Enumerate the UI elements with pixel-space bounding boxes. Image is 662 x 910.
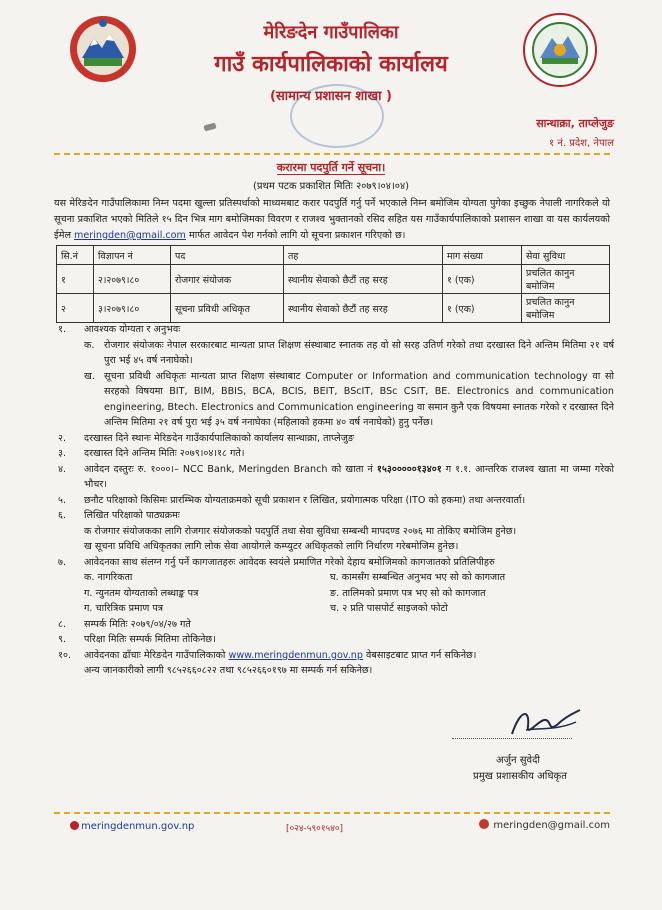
cell-count: १ (एक) <box>443 294 522 323</box>
cell-level: स्थानीय सेवाको छैटौं तह सरह <box>284 294 443 323</box>
intro-paragraph: यस मेरिङदेन गाउँपालिकामा निम्न पदमा खुल्ला प्रतिस्पर्धाको माध्यमबाट करार पदपुर्ति गर्नु पर्ने भएकाले निम्न बमोजिम योग्यता पुगेका इच्छुक नेपाली नागरिकले यो सूचना प्रकाशित भएको मितिले १५ दिन भित्र माग बमोजिमका विवरण र राजश्व भुक्तानको रसिद सहित यस गाउँकार्यपालिकाको प्रशासन शाखा वा यस कार्यलयको ईमेल meringden@gmail.com मार्फत आवेदन पेश गर्नको लागि यो सूचना प्रकाशन गरिएको छ। <box>54 198 610 241</box>
cell-level: स्थानीय सेवाको छैटौं तह सरह <box>284 265 443 294</box>
cell-count: १ (एक) <box>443 265 522 294</box>
list-item: ६. लिखित परिक्षाको पाठ्यक्रमः <box>58 510 180 521</box>
footer-phone: [०२४-५९०१५४०] <box>286 824 344 834</box>
list-subitem: ख सूचना प्रविधि अधिकृतका लागि लोक सेवा आयोगले कम्प्युटर अधिकृतको लागि निर्धारण गरेबमोजिम हुनेछ। <box>84 541 459 552</box>
col-header-sn: सि.नं <box>57 246 94 265</box>
table-header-row <box>57 246 610 265</box>
col-header-benefits: सेवा सुविधा <box>522 246 610 265</box>
col-header-count: माग संख्या <box>443 246 522 265</box>
cell-ad-no: २।२०७९।८० <box>94 265 171 294</box>
list-subitem: ख. सूचना प्रविधी अधिकृतः मान्यता प्राप्त शिक्षण संस्थाबाट Computer or Information and communication technology वा सो सरहको विषयमा BIT, BIM, BBIS, BCA, BCIS, BEIT, BScIT, BSc CSIT, BE. Electronics and communication engineering, Btech. Electronics and Communication engineering वा समान कुनै एक विषयमा स्नातक गरेको र दरखास्त दिने अन्तिम मितिमा २१ वर्ष पुरा भई ३५ वर्ष ननाघेका (महिलाको हकमा ४० वर्ष ननाघेको) हुनु पर्नेछ। <box>84 370 614 428</box>
required-documents <box>58 570 614 617</box>
list-item: ४. आवेदन दस्तुरः रु. १०००।– NCC Bank, Meringden Branch को खाता नं १५३०००००१३४०१ ग १.१. आन्तरिक राजश्व खाता मा जम्मा गरेको भौचर। <box>58 463 614 490</box>
col-header-ad-no: विज्ञापन नं <box>94 246 171 265</box>
list-item: ५. छनौट परिक्षाको किसिमः प्रारम्भिक योग्यताक्रमको सूची प्रकाशन र लिखित, प्रयोगात्मक परिक्षा (ITO को हकमा) तथा अन्तरवार्ता। <box>58 494 526 506</box>
cell-ad-no: ३।२०७९।८० <box>94 294 171 323</box>
list-item: २. दरखास्त दिने स्थानः मेरिङदेन गाउँकार्यपालिकाको कार्यालय सान्थाक्रा, ताप्लेजुङ <box>58 432 354 444</box>
document-item: ग. न्युनतम योग्यताको लब्धाङ्क पत्र <box>84 587 199 599</box>
col-header-level: तह <box>284 246 443 265</box>
col-header-post: पद <box>171 246 284 265</box>
requirements-list <box>58 322 614 679</box>
document-item: च. २ प्रति पासपोर्ट साइजको फोटो <box>330 603 448 614</box>
list-item: १. आवश्यक योग्यता र अनुभवः <box>58 324 181 335</box>
signatory-name: अर्जुन सुवेदी <box>495 755 540 766</box>
list-item: ८. सम्पर्क मितिः २०७९/०४/२७ गते <box>58 618 191 630</box>
footer-website[interactable]: meringdenmun.gov.np <box>70 821 194 832</box>
signatory-title: प्रमुख प्रशासकीय अधिकृत <box>473 771 567 782</box>
section-name: (सामान्य प्रशासन शाखा ) <box>270 89 392 104</box>
list-item: १०. आवेदनका ढाँचाः मेरिङदेन गाउँपालिकाको www.meringdenmun.gov.np वेबसाइटबाट प्राप्त गर्न सकिनेछ। <box>58 649 477 661</box>
notice-title: करारमा पदपुर्ति गर्ने सूचना। <box>276 161 386 174</box>
cell-post: सूचना प्रविधी अधिकृत <box>171 294 284 323</box>
office-stamp-mark <box>290 84 384 148</box>
document-item: ग. चारित्रिक प्रमाण पत्र <box>84 603 164 614</box>
document-item: घ. कामसँग सम्बन्धित अनुभव भए सो को कागजात <box>330 572 506 583</box>
mail-icon <box>479 819 489 829</box>
office-name: गाउँ कार्यपालिकाको कार्यालय <box>214 52 448 77</box>
globe-icon <box>70 821 79 830</box>
document-item: क. नागरिकता <box>84 572 133 583</box>
list-subitem: क रोजगार संयोजकका लागि रोजगार संयोजकको पदपुर्ति तथा सेवा सुविधा सम्बन्धी मापदण्ड २०७६ मा तोकिए बमोजिम हुनेछ। <box>84 525 517 537</box>
table-row <box>57 294 610 323</box>
footer-divider <box>54 812 610 814</box>
staple-mark <box>203 123 216 132</box>
vacancy-table <box>56 245 610 323</box>
address-line-1: सान्थाक्रा, ताप्लेजुङ <box>536 117 614 130</box>
municipality-name: मेरिङदेन गाउँपालिका <box>263 22 399 43</box>
footer-email[interactable]: meringden@gmail.com <box>479 819 610 831</box>
cell-benefits: प्रचलित कानुन बमोजिम <box>522 294 610 323</box>
list-subitem: क. रोजगार संयोजकः नेपाल सरकारबाट मान्यता प्राप्त शिक्षण संस्थाबाट स्नातक तह वो सो सरह उतिर्ण गरेको तथा दरखास्त दिने अन्तिम मितिमा २१ वर्ष पुरा भई ४५ वर्ष ननाघेको। <box>84 339 614 366</box>
bank-account-number: १५३०००००१३४०१ <box>376 463 442 475</box>
notice-subtitle: (प्रथम पटक प्रकाशित मितिः २०७९।०४।०४) <box>252 181 410 192</box>
cell-sn: १ <box>57 265 94 294</box>
cell-benefits: प्रचलित कानुन बमोजिम <box>522 265 610 294</box>
cell-sn: २ <box>57 294 94 323</box>
list-item: ९. परिक्षा मितिः सम्पर्क मितिमा तोकिनेछ। <box>58 634 216 645</box>
table-row <box>57 265 610 294</box>
cell-post: रोजगार संयोजक <box>171 265 284 294</box>
list-subitem: अन्य जानकारीको लागी ९८५२६६०८२२ तथा ९८५२६६०१९७ मा सम्पर्क गर्न सकिनेछ। <box>84 665 373 676</box>
list-item: ७. आवेदनका साथ संलग्न गर्नु पर्ने कागजातहरुः आवेदक स्वयंले प्रमाणित गरेको देहाय बमोजिमको कागजातको प्रतिलिपीहरु <box>58 556 495 568</box>
list-item: ३. दरखास्त दिने अन्तिम मितिः २०७९।०४।१८ गते। <box>58 448 245 459</box>
address-line-2: १ नं. प्रदेश, नेपाल <box>548 138 614 149</box>
signature-line <box>452 738 572 739</box>
website-link[interactable]: www.meringdenmun.gov.np <box>228 649 363 661</box>
header-divider <box>54 153 610 155</box>
intro-email-link[interactable]: meringden@gmail.com <box>74 230 186 241</box>
document-item: ङ. तालिमको प्रमाण पत्र भए सो को कागजात <box>330 587 486 599</box>
